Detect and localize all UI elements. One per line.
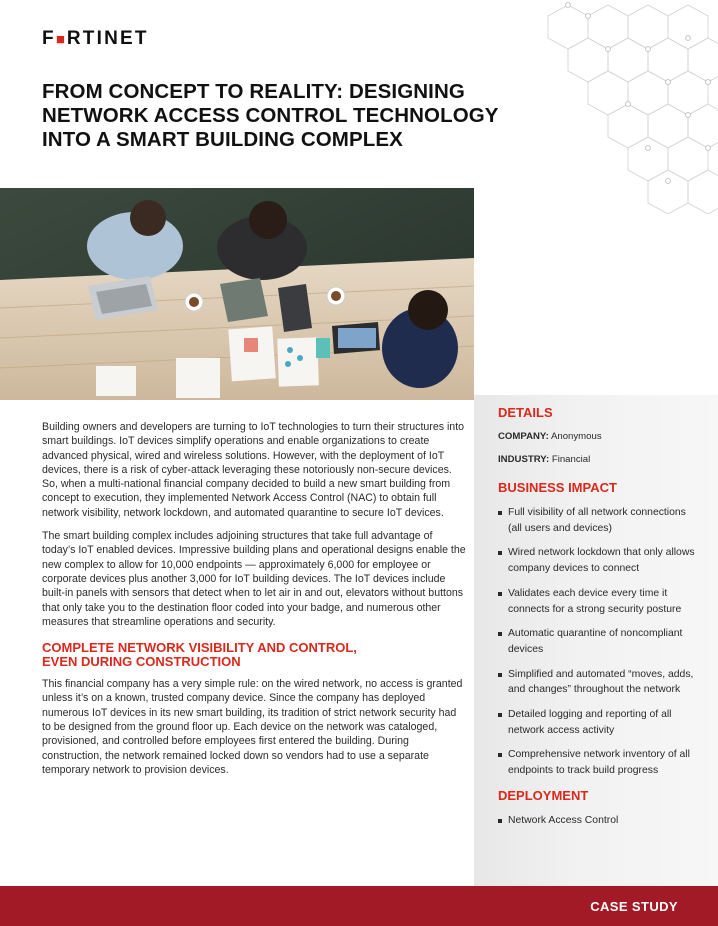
- footer-bar: [0, 886, 718, 926]
- body-paragraph: This financial company has a very simple rule: on the wired network, no access is granted unless it’s on a known, trusted company device. Since the company has deployed numerous IoT devices in its new smart building, its tradition of strict network security had to be designed from the ground floor up. Each device on the network was cataloged, provisioned, and controlled before employees first entered the building. During construction, the network remained locked down so vendors had to use a separate temporary network to provision devices.: [42, 678, 463, 776]
- body-paragraph: Building owners and developers are turning to IoT technologies to turn their structures into smart buildings. IoT devices simplify operations and enable organizations to create advanced physical, wired and wireless solutions. However, with the deployment of IoT devices, there is a risk of cyber-attack leveraging these notoriously non-secure devices. So, when a multi-national financial company decided to build a new smart building from concept to execution, they implemented Network Access Control (NAC) to obtain full network visibility, network lockdown, and automated quarantine to secure IoT devices.: [42, 421, 465, 519]
- industry-value: Financial: [551, 454, 591, 465]
- section-heading-line: COMPLETE NETWORK VISIBILITY AND CONTROL,: [42, 640, 357, 656]
- list-item: Network Access Control: [498, 813, 698, 829]
- list-item: Full visibility of all network connections (all users and devices): [498, 505, 698, 536]
- details-heading: DETAILS: [498, 405, 553, 420]
- list-item: Automatic quarantine of noncompliant devices: [498, 626, 698, 657]
- deployment-heading: DEPLOYMENT: [498, 787, 589, 803]
- business-impact-heading: BUSINESS IMPACT: [498, 480, 617, 495]
- title-line: INTO A SMART BUILDING COMPLEX: [42, 128, 403, 151]
- page-title: [42, 80, 562, 152]
- office-meeting-photo: [0, 188, 474, 400]
- list-item: Validates each device every time it connects for a strong security posture: [498, 586, 698, 617]
- section-heading: [42, 641, 466, 669]
- logo-text: F■RTINET: [42, 28, 149, 49]
- list-item: Wired network lockdown that only allows company devices to connect: [498, 545, 698, 576]
- business-impact-list: [498, 505, 698, 779]
- title-line: NETWORK ACCESS CONTROL TECHNOLOGY: [42, 104, 499, 127]
- case-study-label: CASE STUDY: [590, 899, 678, 914]
- list-item: Detailed logging and reporting of all network access activity: [498, 707, 698, 738]
- body-paragraph: The smart building complex includes adjoining structures that take full advantage of today’s IoT enabled devices. Impressive building plans and operational designs enable the new complex to allow for 10,000 endpoints — approximately 6,000 for employee or corporate devices plus another 3,000 for IoT building devices. The IoT devices include built-in panels with sensors that detect when to let air in and out, elevators without buttons that only take you to the destination floor coded into your badge, and numerous other measures that streamline operations and security.: [42, 530, 466, 628]
- company-value: Anonymous: [550, 431, 602, 442]
- deployment-list: [498, 813, 698, 829]
- list-item: Simplified and automated “moves, adds, and changes” throughout the network: [498, 667, 698, 698]
- company-row: [498, 430, 698, 443]
- sidebar: [474, 395, 718, 886]
- fortinet-logo: [42, 28, 149, 50]
- industry-label: INDUSTRY:: [498, 454, 550, 465]
- list-item: Comprehensive network inventory of all endpoints to track build progress: [498, 747, 698, 778]
- title-line: FROM CONCEPT TO REALITY: DESIGNING: [42, 80, 465, 103]
- company-label: COMPANY:: [498, 431, 549, 442]
- main-body: [42, 420, 466, 786]
- industry-row: [498, 453, 698, 466]
- section-heading-line: EVEN DURING CONSTRUCTION: [42, 654, 241, 670]
